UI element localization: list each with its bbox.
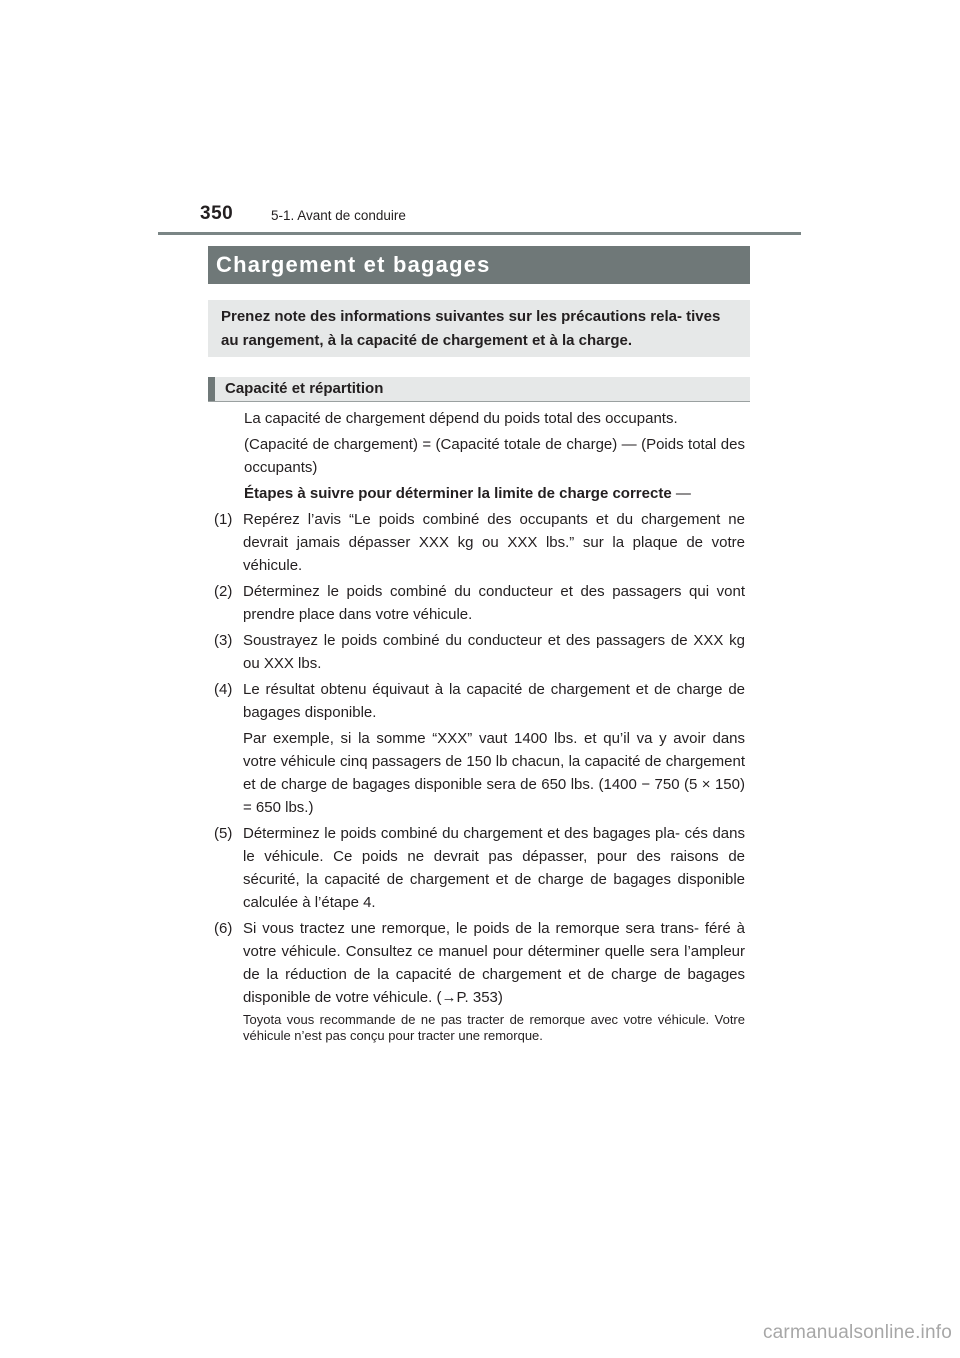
title-bar [208,246,750,284]
list-item [214,629,745,675]
list-item-text: Le résultat obtenu équivaut à la capacité de chargement et de charge de bagages disponible. [243,681,745,721]
list-item-text: Déterminez le poids combiné du conducteur et des passagers qui vont prendre place dans votre véhicule. [243,583,745,623]
list-item [214,678,745,724]
page-title: Chargement et bagages [216,252,491,277]
list-item-number: (1) [214,511,233,528]
subsection-heading-bar [208,377,750,402]
list-item [214,822,745,914]
list-item [214,580,745,626]
list-item-number: (4) [214,681,233,698]
paragraph-formula: (Capacité de chargement) = (Capacité totale de charge) — (Poids total des occupants) [244,436,745,476]
paragraph-capacity: La capacité de chargement dépend du poids total des occupants. [244,410,678,427]
heading-accent [208,377,215,401]
list-item-text: Repérez l’avis “Le poids combiné des occupants et du chargement ne devrait jamais dépasser XXX kg ou XXX lbs.” sur la plaque de votre véhicule. [243,511,745,574]
list-item-number: (6) [214,920,233,937]
list-item-text: Déterminez le poids combiné du chargement et des bagages pla- cés dans le véhicule. Ce poids ne devrait pas dépasser, pour des raisons de sécurité, la capacité de chargement et de charge de bagages disponible calculée à l’étape 4. [243,825,745,911]
list-item [214,508,745,577]
subsection-heading: Capacité et répartition [225,380,384,397]
steps-intro [214,482,745,505]
list-item-text: Si vous tractez une remorque, le poids de la remorque sera trans- féré à votre véhicule. Consultez ce manuel pour déterminer quelle sera l’ampleur de la réduction de la capacité de chargement et de charge de bagages disponible de votre véhicule. (→P. 353) [243,920,745,1006]
watermark: carmanualsonline.info [762,1322,952,1343]
page-number: 350 [200,203,234,224]
list-item-text: Soustrayez le poids combiné du conducteur et des passagers de XXX kg ou XXX lbs. [243,632,745,672]
example-paragraph: Par exemple, si la somme “XXX” vaut 1400 lbs. et qu’il va y avoir dans votre véhicule cinq passagers de 150 lb chacun, la capacité de chargement et de charge de bagages disponible sera de 650 lbs. (1400 − 750 (5 × 150) = 650 lbs.) [243,730,745,816]
intro-box: Prenez note des informations suivantes sur les précautions rela- tives au rangement, à la capacité de chargement et à la charge. [208,300,750,357]
note-text: Toyota vous recommande de ne pas tracter de remorque avec votre véhicule. Votre véhicule n’est pas conçu pour tracter une remorque. [243,1012,745,1043]
list-item [214,917,745,1009]
list-item-number: (2) [214,583,233,600]
body-text [214,407,745,1044]
header-divider [158,232,801,235]
steps-intro-dash: — [671,485,691,502]
list-item-number: (5) [214,825,233,842]
section-label: 5-1. Avant de conduire [271,208,406,223]
list-item-number: (3) [214,632,233,649]
steps-intro-text: Étapes à suivre pour déterminer la limite de charge correcte [244,485,672,502]
